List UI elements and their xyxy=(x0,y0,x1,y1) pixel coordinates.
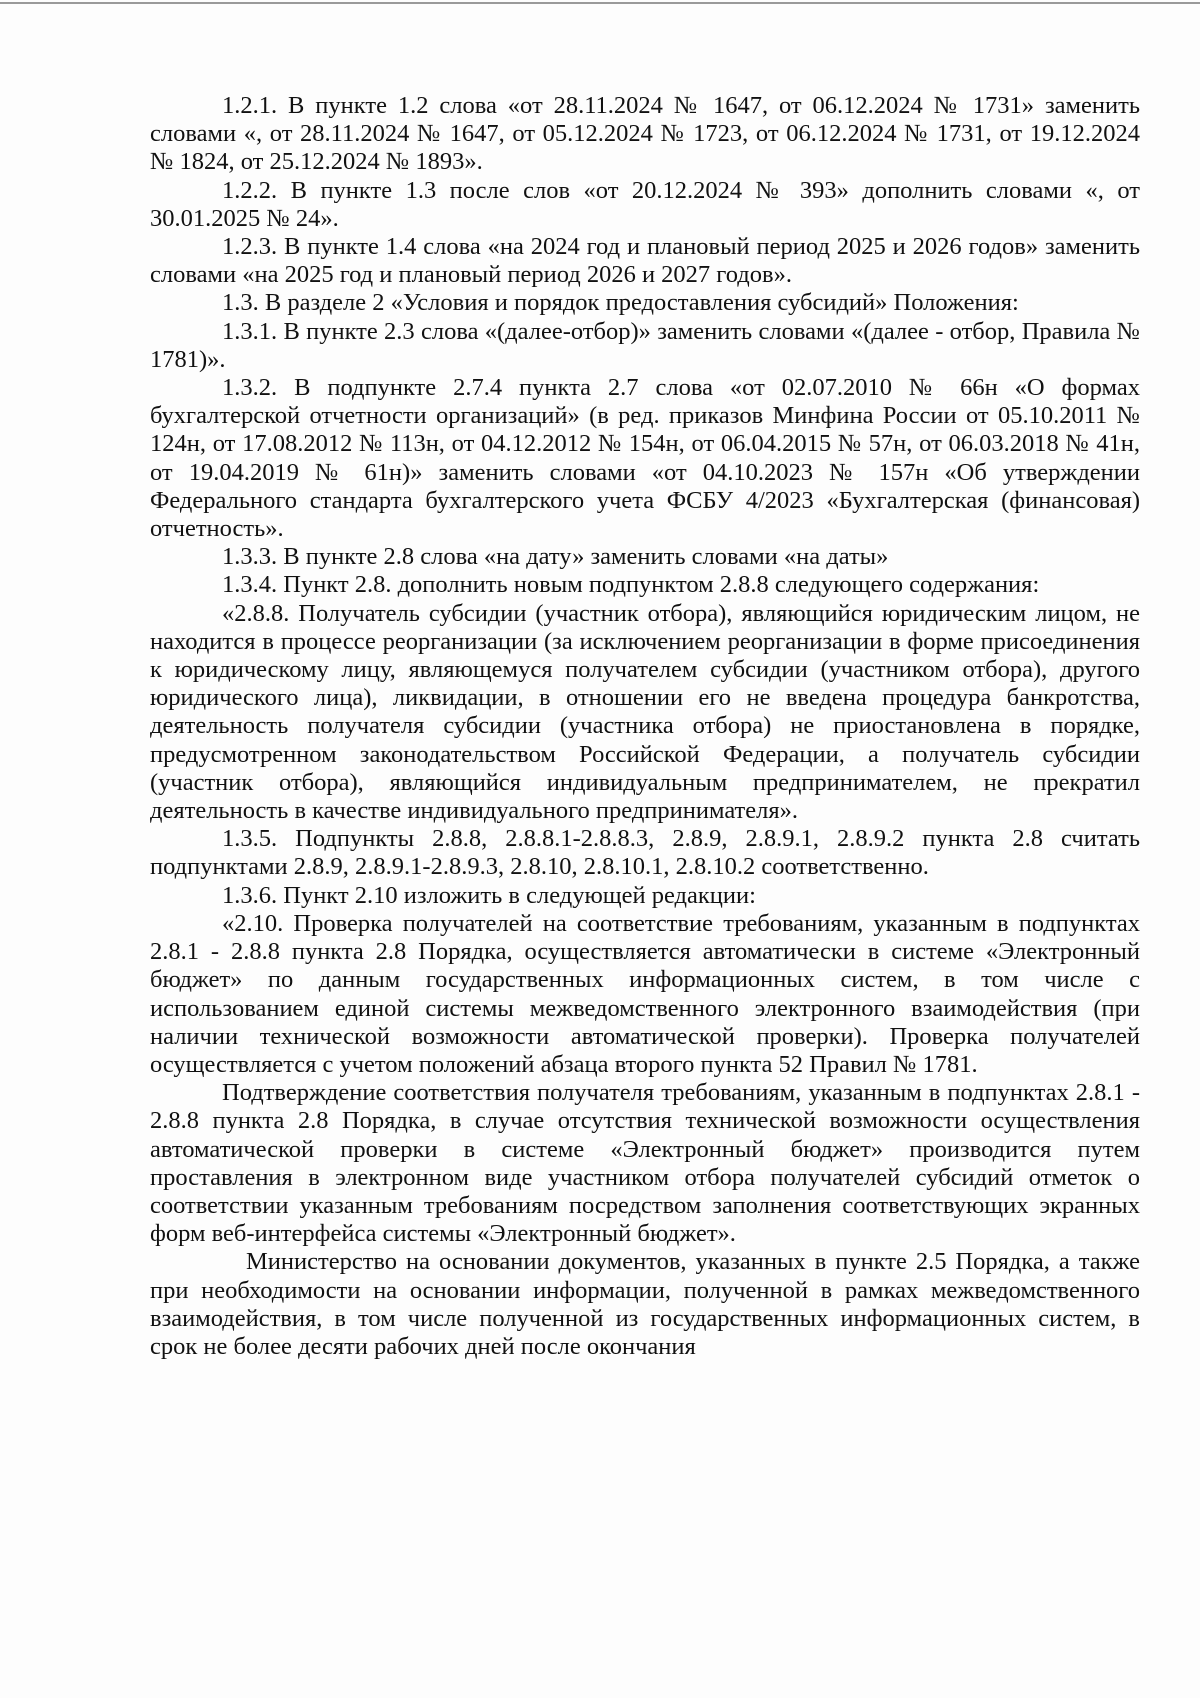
paragraph-1-2-3: 1.2.3. В пункте 1.4 слова «на 2024 год и плановый период 2025 и 2026 годов» заменить словами «на 2025 год и плановый период 2026 и 2027 годов». xyxy=(150,233,1140,289)
paragraph-1-2-2: 1.2.2. В пункте 1.3 после слов «от 20.12.2024 № 393» дополнить словами «, от 30.01.2025 № 24». xyxy=(150,176,1140,232)
paragraph-2-10-quote: «2.10. Проверка получателей на соответствие требованиям, указанным в подпунктах 2.8.1 - 2.8.8 пункта 2.8 Порядка, осуществляется автоматически в системе «Электронный бюджет» по данным государственных информационных систем, в том числе с использованием единой системы межведомственного электронного взаимодействия (при наличии технической возможности автоматической проверки). Проверка получателей осуществляется с учетом положений абзаца второго пункта 52 Правил № 1781. xyxy=(150,909,1140,1078)
paragraph-1-2-1: 1.2.1. В пункте 1.2 слова «от 28.11.2024 № 1647, от 06.12.2024 № 1731» заменить словами «, от 28.11.2024 № 1647, от 05.12.2024 № 1723, от 06.12.2024 № 1731, от 19.12.2024 № 1824, от 25.12.2024 № 1893». xyxy=(150,92,1140,176)
document-body xyxy=(150,92,1140,1361)
paragraph-ministry: Министерство на основании документов, указанных в пункте 2.5 Порядка, а также при необходимости на основании информации, полученной в рамках межведомственного взаимодействия, в том числе полученной из государственных информационных систем, в срок не более десяти рабочих дней после окончания xyxy=(150,1248,1140,1360)
paragraph-confirmation: Подтверждение соответствия получателя требованиям, указанным в подпунктах 2.8.1 - 2.8.8 пункта 2.8 Порядка, в случае отсутствия технической возможности осуществления автоматической проверки в системе «Электронный бюджет» производится путем проставления в электронном виде участником отбора получателей субсидий отметок о соответствии указанным требованиям посредством заполнения соответствующих экранных форм веб-интерфейса системы «Электронный бюджет». xyxy=(150,1079,1140,1248)
paragraph-1-3-5: 1.3.5. Подпункты 2.8.8, 2.8.8.1-2.8.8.3, 2.8.9, 2.8.9.1, 2.8.9.2 пункта 2.8 считать подпунктами 2.8.9, 2.8.9.1-2.8.9.3, 2.8.10, 2.8.10.1, 2.8.10.2 соответственно. xyxy=(150,825,1140,881)
paragraph-1-3-3: 1.3.3. В пункте 2.8 слова «на дату» заменить словами «на даты» xyxy=(222,543,889,571)
paragraph-1-3-6: 1.3.6. Пункт 2.10 изложить в следующей редакции: xyxy=(222,881,756,909)
paragraph-1-3-1: 1.3.1. В пункте 2.3 слова «(далее-отбор)» заменить словами «(далее - отбор, Правила № 1781)». xyxy=(150,317,1140,373)
paragraph-1-3-2: 1.3.2. В подпункте 2.7.4 пункта 2.7 слова «от 02.07.2010 № 66н «О формах бухгалтерской отчетности организаций» (в ред. приказов Минфина России от 05.10.2011 № 124н, от 17.08.2012 № 113н, от 04.12.2012 № 154н, от 06.04.2015 № 57н, от 06.03.2018 № 41н, от 19.04.2019 № 61н)» заменить словами «от 04.10.2023 № 157н «Об утверждении Федерального стандарта бухгалтерского учета ФСБУ 4/2023 «Бухгалтерская (финансовая) отчетность». xyxy=(150,374,1140,543)
paragraph-2-8-8-quote: «2.8.8. Получатель субсидии (участник отбора), являющийся юридическим лицом, не находится в процессе реорганизации (за исключением реорганизации в форме присоединения к юридическому лицу, являющемуся получателем субсидии (участником отбора), другого юридического лица), ликвидации, в отношении его не введена процедура банкротства, деятельность получателя субсидии (участника отбора) не приостановлена в порядке, предусмотренном законодательством Российской Федерации, а получатель субсидии (участник отбора), являющийся индивидуальным предпринимателем, не прекратил деятельность в качестве индивидуального предпринимателя». xyxy=(150,599,1140,825)
paragraph-1-3: 1.3. В разделе 2 «Условия и порядок предоставления субсидий» Положения: xyxy=(222,289,1019,317)
page-top-edge xyxy=(0,2,1200,4)
paragraph-1-3-4: 1.3.4. Пункт 2.8. дополнить новым подпунктом 2.8.8 следующего содержания: xyxy=(222,571,1040,599)
